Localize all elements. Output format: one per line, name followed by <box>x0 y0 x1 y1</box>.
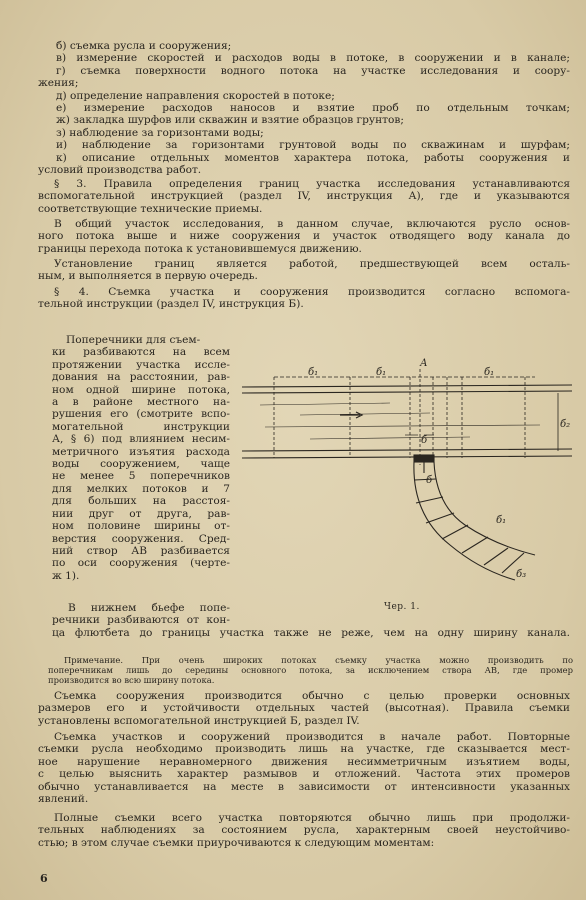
paragraph <box>38 218 570 255</box>
left-column-text <box>52 334 230 582</box>
section-3 <box>38 178 570 215</box>
label-a: А <box>420 358 428 369</box>
label-b1: б₁ <box>308 367 319 378</box>
text-line: Установление границ является работой, предшествующей всем осталь- <box>54 258 570 270</box>
text-line: § 3. Правила определения границ участка исследования устанавливаются <box>54 178 570 190</box>
text-line: границы перехода потока к установившемуся движению. <box>38 242 362 255</box>
text-line: ний створ АВ разбивается <box>52 544 230 557</box>
left-column-text <box>52 602 230 627</box>
text-line: обычно устанавливается на месте в зависимости от интенсивности указанных <box>38 780 570 793</box>
text-line: не менее 5 поперечников <box>52 470 230 483</box>
text-line: Примечание. При очень широких потоках съемку участка можно производить по <box>64 655 573 665</box>
label-b2: б₂ <box>560 419 571 430</box>
text-line: речники разбиваются от кон- <box>52 614 230 627</box>
figure-caption: Чер. 1. <box>384 602 420 612</box>
list-item: д) определение направления скоростей в потоке; <box>56 89 335 102</box>
text-line: тельных наблюдениях за состоянием русла, характерным своей неустойчиво- <box>38 824 570 837</box>
label-b: б <box>421 435 428 446</box>
text-line: ным, и выполняется в первую очередь. <box>38 270 258 283</box>
channel-diagram <box>240 355 575 595</box>
bank-line <box>242 456 572 458</box>
list-item: и) наблюдение за горизонтами грунтовой воды по скважинам и шурфам; <box>56 139 570 152</box>
text-line: ного потока выше и ниже сооружения и участок отводящего воду канала до <box>38 230 570 243</box>
text-line: съемки русла необходимо производить лишь на участке, где сказывается мест- <box>38 743 570 756</box>
text-line: ки разбиваются на всем <box>52 346 230 359</box>
text-line: рушения его (смотрите вспо- <box>52 408 230 421</box>
text-line: ж 1). <box>52 569 80 582</box>
text-line: поперечникам лишь до середины основного потока, за исключением створа АВ, где промер <box>48 665 573 676</box>
label-b1: б₁ <box>376 367 387 378</box>
text-line: стью; в этом случае съемки приурочиваются к следующим моментам: <box>38 836 435 849</box>
text-line: протяжении участка иссле- <box>52 358 230 371</box>
bank-line <box>242 385 572 387</box>
figure-1 <box>240 355 575 595</box>
text-line: для мелких потоков и 7 <box>52 482 230 495</box>
text-line: производится во всю ширину потока. <box>48 675 215 686</box>
list-item: ж) закладка шурфов или скважин и взятие образцов грунтов; <box>56 114 404 127</box>
text-line: Съемка участков и сооружений производится в начале работ. Повторные <box>54 731 570 743</box>
paragraph <box>38 731 570 805</box>
bank-line <box>242 391 572 393</box>
label-b3: б₃ <box>516 569 527 580</box>
text-line: а в районе местного на- <box>52 396 230 409</box>
text-line: В нижнем бьефе попе- <box>68 602 230 614</box>
task-list <box>38 40 570 176</box>
text-line: § 4. Съемка участка и сооружения производится согласно вспомога- <box>54 286 570 298</box>
text-line: для больших на расстоя- <box>52 495 230 508</box>
text-line: явлений. <box>38 793 89 806</box>
label-b1: б₁ <box>496 515 507 526</box>
text-line: установлены вспомогательной инструкцией Б, раздел IV. <box>38 714 360 727</box>
text-line: Съемка сооружения производится обычно с целью проверки основных <box>54 690 570 702</box>
list-item: г) съемка поверхности водного потока на участке исследования и соору- <box>56 64 570 77</box>
paragraph <box>38 690 570 727</box>
list-item: з) наблюдение за горизонтами воды; <box>56 126 264 139</box>
bank-line <box>242 449 572 451</box>
label-b1: б₁ <box>484 367 495 378</box>
list-item: в) измерение скоростей и расходов воды в потоке, в сооружении и в канале; <box>56 52 570 65</box>
text-line: могательной инструкции <box>52 420 230 433</box>
list-item: к) описание отдельных моментов характера потока, работы сооружения и <box>56 151 570 164</box>
text-line: Поперечники для съем- <box>66 334 201 346</box>
label-b: б <box>426 475 433 486</box>
text-line: верстия сооружения. Сред- <box>52 532 230 545</box>
text-line: дования на расстоянии, рав- <box>52 371 230 384</box>
text-line: с целью выяснить характер размывов и отложений. Частота этих промеров <box>38 768 570 781</box>
paragraph <box>38 812 570 849</box>
footnote <box>48 655 573 686</box>
list-item: е) измерение расходов наносов и взятие проб по отдельным точкам; <box>56 102 570 115</box>
text-line: ном половине ширины от- <box>52 520 230 533</box>
text-line: А, § 6) под влиянием несим- <box>52 433 230 446</box>
page-number: 6 <box>40 872 48 885</box>
text-line: вспомогательной инструкцией (раздел IV, инструкция А), где и указываются <box>38 190 570 203</box>
paragraph <box>52 627 570 639</box>
list-item: жения; <box>38 77 79 90</box>
text-line: ном одной ширине потока, <box>52 383 230 396</box>
text-line: Полные съемки всего участка повторяются обычно лишь при продолжи- <box>54 812 570 824</box>
text-line: размеров его и устойчивости отдельных частей (высотная). Правила съемки <box>38 702 570 715</box>
paragraph <box>38 258 570 283</box>
text-line: по оси сооружения (черте- <box>52 557 230 570</box>
text-line: воды сооружением, чаще <box>52 458 230 471</box>
text-line: ца флютбета до границы участка также не реже, чем на одну ширину канала. <box>52 627 570 639</box>
list-item: условий производства работ. <box>38 164 202 177</box>
text-line: нии друг от друга, рав- <box>52 507 230 520</box>
text-line: метричного изъятия расхода <box>52 445 230 458</box>
text-line: соответствующие технические приемы. <box>38 202 263 215</box>
text-line: ное нарушение неравномерного движения несимметричным изъятием воды, <box>38 755 570 768</box>
list-item: б) съемка русла и сооружения; <box>56 40 232 52</box>
section-4 <box>38 286 570 311</box>
text-line: В общий участок исследования, в данном случае, включаются русло основ- <box>54 218 570 230</box>
text-line: тельной инструкции (раздел IV, инструкция Б). <box>38 298 304 311</box>
